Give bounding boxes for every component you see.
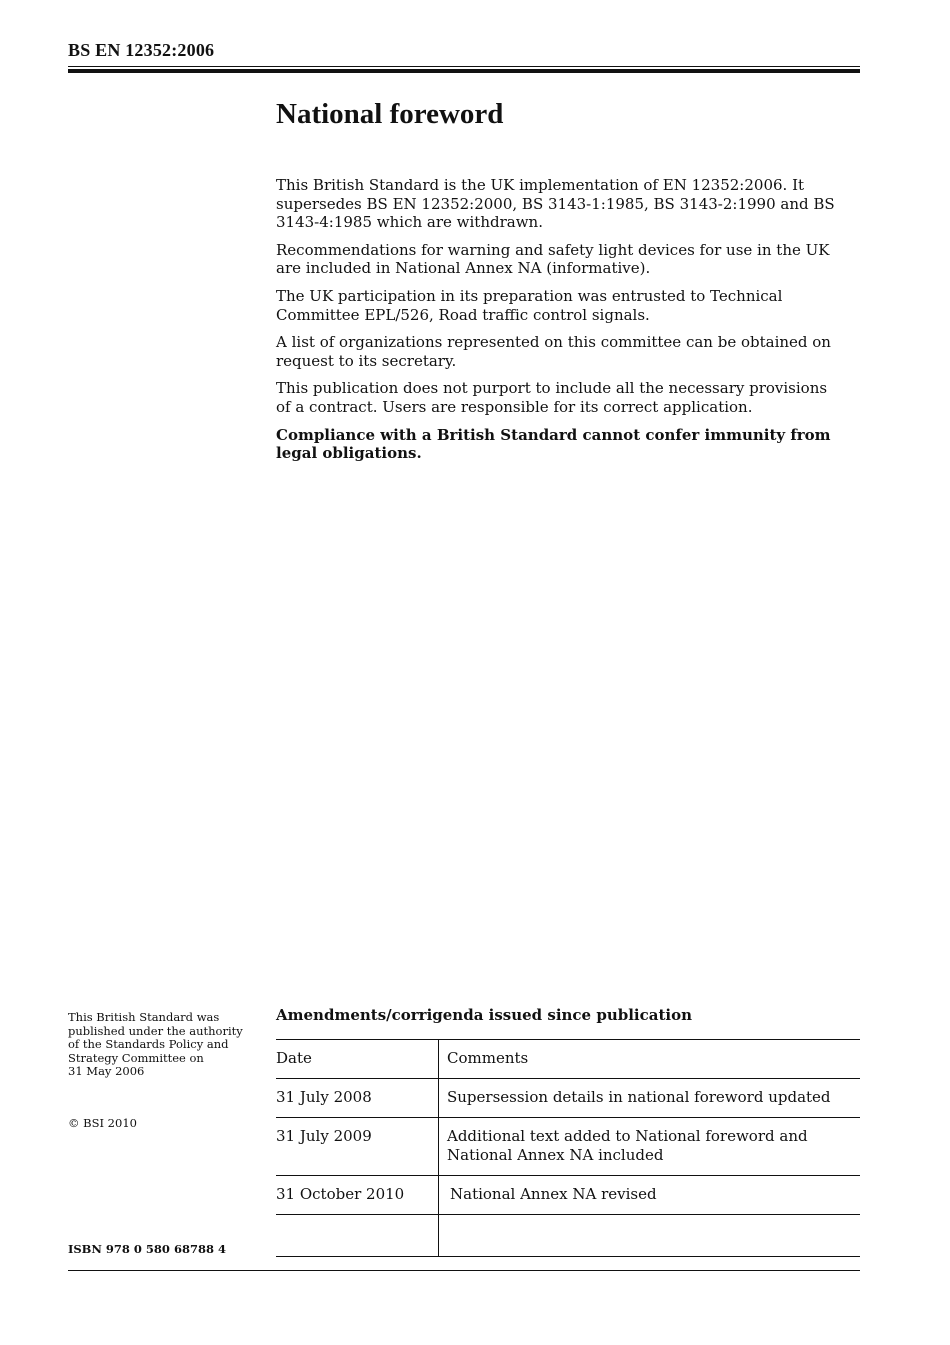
publication-note-line: Strategy Committee on bbox=[68, 1050, 204, 1065]
publication-note bbox=[68, 1011, 258, 1079]
amendments-table bbox=[276, 1039, 860, 1257]
table-header-row bbox=[276, 1040, 860, 1079]
publication-note-line: of the Standards Policy and bbox=[68, 1037, 229, 1051]
header-rule-thick bbox=[68, 69, 860, 73]
amendment-date bbox=[276, 1215, 439, 1257]
page-title: National foreword bbox=[276, 98, 504, 130]
table-row bbox=[276, 1215, 860, 1257]
amendment-comment: Supersession details in national foreword updated bbox=[439, 1079, 861, 1118]
paragraph-implementation: This British Standard is the UK implementation of EN 12352:2006. It supersedes BS EN 12352:2000, BS 3143-1:1985, BS 3143-2:1990 and BS 3143-4:1985 which are withdrawn. bbox=[276, 176, 835, 232]
column-header-date: Date bbox=[276, 1040, 439, 1079]
amendment-date: 31 July 2008 bbox=[276, 1079, 439, 1118]
header-rule-thin bbox=[68, 66, 860, 67]
publication-note-line: published under the authority bbox=[68, 1023, 243, 1038]
amendment-comment: National Annex NA revised bbox=[439, 1176, 861, 1215]
copyright-notice: © BSI 2010 bbox=[68, 1116, 137, 1130]
table-row bbox=[276, 1176, 860, 1215]
publication-note-line: This British Standard was bbox=[68, 1010, 220, 1024]
column-header-comments: Comments bbox=[439, 1040, 861, 1079]
amendments-title: Amendments/corrigenda issued since publication bbox=[276, 1006, 692, 1024]
paragraph-organizations: A list of organizations represented on this committee can be obtained on request to its secretary. bbox=[276, 333, 831, 370]
foreword-body bbox=[276, 176, 836, 472]
amendment-date: 31 October 2010 bbox=[276, 1176, 439, 1215]
isbn: ISBN 978 0 580 68788 4 bbox=[68, 1242, 226, 1256]
amendment-date: 31 July 2009 bbox=[276, 1118, 439, 1176]
paragraph-contract: This publication does not purport to include all the necessary provisions of a contract. Users are responsible for its correct application. bbox=[276, 379, 828, 416]
paragraph-compliance: Compliance with a British Standard cannot confer immunity from legal obligations. bbox=[276, 425, 831, 463]
paragraph-participation: The UK participation in its preparation was entrusted to Technical Committee EPL/526, Road traffic control signals. bbox=[276, 286, 783, 324]
standard-id: BS EN 12352:2006 bbox=[68, 40, 215, 60]
publication-date: 31 May 2006 bbox=[68, 1064, 145, 1078]
paragraph-recommendations: Recommendations for warning and safety light devices for use in the UK are included in National Annex NA (informative). bbox=[276, 240, 830, 278]
table-row bbox=[276, 1118, 860, 1176]
amendment-comment bbox=[439, 1215, 861, 1257]
footer-rule bbox=[68, 1270, 860, 1271]
table-row bbox=[276, 1079, 860, 1118]
amendment-comment: Additional text added to National foreword and National Annex NA included bbox=[439, 1118, 861, 1176]
